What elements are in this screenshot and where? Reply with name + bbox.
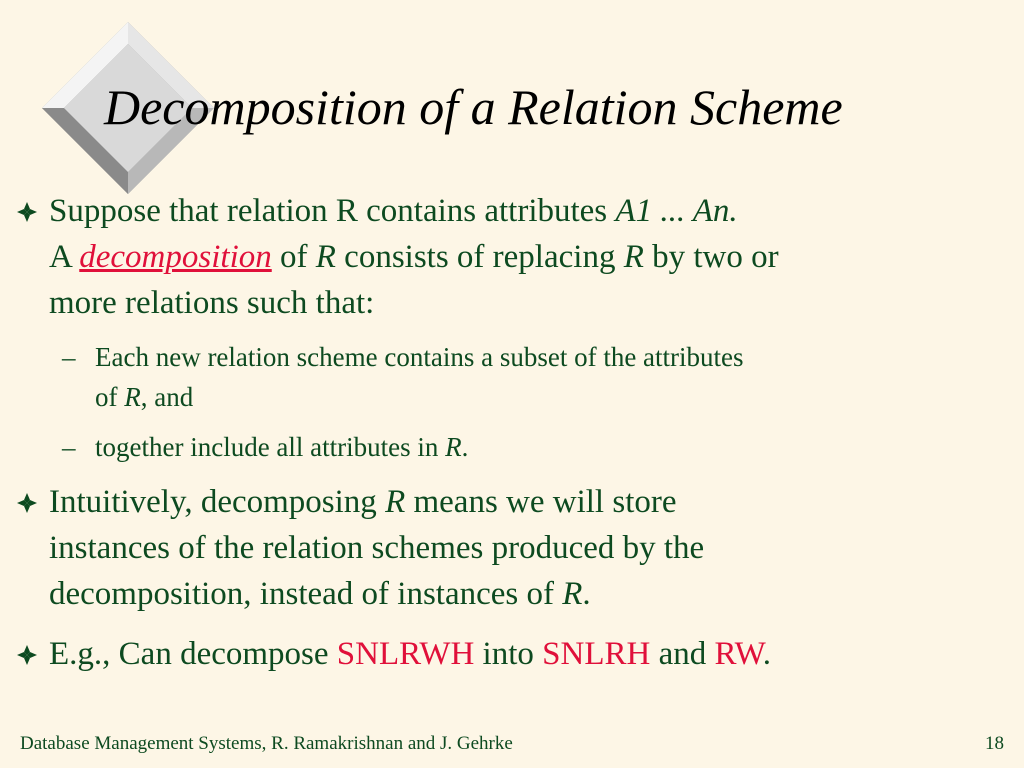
sub-bullet-item [62,427,1012,467]
sub-bullet-text [95,337,1012,417]
slide-title: Decomposition of a Relation Scheme [104,79,843,135]
bullet-item [16,188,1006,326]
relation-symbol: R [623,239,644,275]
text-run: . [461,432,469,462]
text-run: Intuitively, decomposing [49,484,386,520]
relation-symbol: R [562,576,583,612]
four-petal-diamond-bullet-icon [16,201,38,223]
relation-name: SNLRH [542,636,651,672]
bullet-item [16,479,1006,617]
bullet-line: instances of the relation schemes produced by the [49,530,705,566]
bullet-item [16,631,1006,677]
text-run: . [582,576,591,612]
text-run: together include all attributes in [95,432,446,462]
bullet-line: more relations such that: [49,285,375,321]
relation-symbol: R [445,432,462,462]
relation-name: RW [714,636,763,672]
bullet-text [49,479,1006,617]
text-run: into [474,636,543,672]
text-run: means we will store [405,484,677,520]
text-run: consists of replacing [335,239,624,275]
page-number: 18 [985,733,1004,754]
bullet-line: Suppose that relation R contains attributes [49,193,616,229]
bullet-text [49,188,1006,326]
relation-symbol: R [315,239,336,275]
decomposition-term: decomposition [79,239,272,275]
text-run: , and [140,382,194,412]
relation-symbol: R [385,484,406,520]
sub-bullet-item [62,337,1012,417]
text-run: and [650,636,715,672]
text-run: of [95,382,125,412]
four-petal-diamond-bullet-icon [16,644,38,666]
four-petal-diamond-bullet-icon [16,492,38,514]
text-run: by two or [643,239,779,275]
sub-bullet-text [95,427,1012,467]
sub-line: Each new relation scheme contains a subset of the attributes [95,342,744,372]
relation-symbol: R [124,382,141,412]
footer-citation: Database Management Systems, R. Ramakrishnan and J. Gehrke [20,733,513,754]
relation-name: SNLRWH [336,636,475,672]
bullet-text [49,631,1006,677]
text-run: . [762,636,772,672]
text-run: decomposition, instead of instances of [49,576,563,612]
text-run: of [271,239,316,275]
dash-marker: – [62,432,76,462]
attributes-range: A1 ... An. [615,193,738,229]
dash-marker: – [62,342,76,372]
text-run: A [49,239,80,275]
text-run: E.g., Can decompose [49,636,337,672]
